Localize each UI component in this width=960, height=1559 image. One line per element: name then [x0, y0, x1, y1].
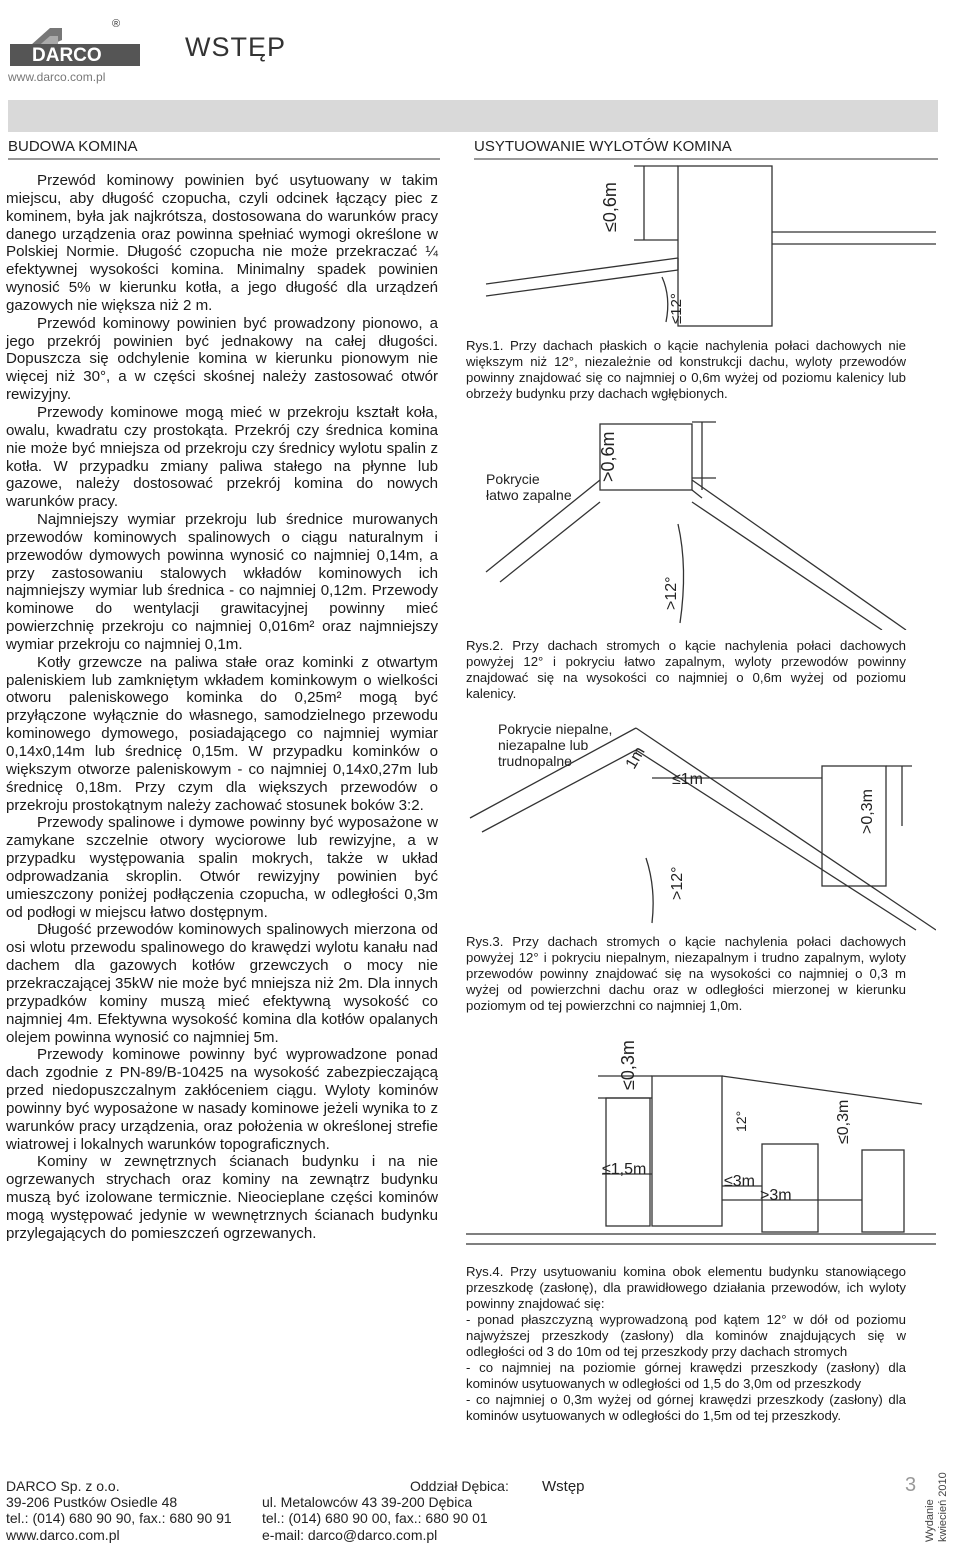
dim-top-label: >0,3m	[859, 789, 876, 834]
heading-usytuowanie: USYTUOWANIE WYLOTÓW KOMINA	[474, 138, 732, 155]
header-bar	[8, 100, 938, 132]
caption-rys3: Rys.3. Przy dachach stromych o kącie nachylenia połaci dachowych powyżej 12° i pokryciu niepalnym, niezapalnym i trudno zapalnym, wyloty przewodów powinny znajdować się na wysokości co najmniej o 0,3 m wyżej od powierzchni dachu oraz w odległości mierzonej w kierunku poziomym od tej powierzchni co najmniej 1,0m.	[466, 934, 906, 1013]
angle-label: 12°	[733, 1110, 749, 1132]
dim-e-label: >3m	[760, 1187, 792, 1204]
figure-2-steep-combustible	[466, 418, 936, 630]
paragraph: Kotły grzewcze na paliwa stałe oraz kominki z otwartym paleniskiem lub zamkniętym wkładem kominkowym o wielkości otworu paleniskowego kominka do 0,25m² mogą być przyłączone wyłącznie do własnego, samodzielnego przewodu kominowego dymowego, posiadającego co najmniej wymiar 0,14x0,14m lub średnicę 0,15m. W przypadku kominków o większym otworze paleniskowym - co najmniej 0,14x0,27m lub średnicę 0,18m. Przy czym dla większych przewodów o przekroju prostokątnym należy zachować stosunek boków 3:2.	[6, 653, 438, 814]
figure-1-flat-roof	[466, 162, 936, 332]
divider-left	[8, 158, 440, 160]
dim-slope-label: 1m	[622, 744, 649, 772]
dim-horiz-label: ≤1m	[672, 771, 704, 788]
label-line1: Pokrycie niepalne,	[498, 721, 613, 737]
page-title: WSTĘP	[185, 32, 287, 62]
page-number: 3	[905, 1474, 917, 1496]
paragraph: Przewody kominowe mogą mieć w przekroju kształt koła, owalu, kwadratu czy prostokąta. Przekrój czy średnica komina nie może być mniejsza od przekroju czy średnicy wylotu spalin z kotła. W przypadku zmiany paliwa stałego na płynne lub gazowe, należy dostosować przekrój komina do nowych warunków pracy.	[6, 403, 438, 511]
branch-address: ul. Metalowców 43 39-200 Dębica	[262, 1494, 473, 1511]
registered-mark: ®	[112, 18, 121, 30]
angle-label: >12°	[663, 576, 680, 610]
figure-3-steep-noncombustible	[466, 718, 936, 933]
footer-branch	[262, 1478, 509, 1543]
angle-label: >12°	[669, 866, 686, 900]
label-line3: trudnopalne	[498, 753, 572, 769]
dim-d-label: ≤3m	[724, 1173, 756, 1190]
angle-label: ≤12°	[668, 293, 685, 324]
label-line1: Pokrycie	[486, 471, 540, 487]
footer-section: Wstęp	[542, 1478, 585, 1495]
logo-url[interactable]: www.darco.com.pl	[8, 70, 106, 84]
caption-rys1: Rys.1. Przy dachach płaskich o kącie nachylenia połaci dachowych nie większym niż 12°, niezależnie od konstrukcji dachu, wyloty przewodów powinny znajdować się co najmniej o 0,6m wyżej od poziomu kalenicy lub obrzeży budynku przy dachach wgłębionych.	[466, 338, 906, 401]
label-line2: łatwo zapalne	[486, 487, 572, 503]
body-text	[6, 172, 438, 1243]
company-www[interactable]: www.darco.com.pl	[6, 1526, 120, 1543]
divider-right	[474, 158, 938, 160]
dim-a-label: ≤0,3m	[618, 1040, 638, 1090]
branch-name: Oddział Dębica:	[410, 1478, 509, 1494]
caption-rys4: Rys.4. Przy usytuowaniu komina obok elementu budynku stanowiącego przeszkodę (zasłonę), dla prawidłowego działania przewodów, ich wyloty powinny znajdować się: - ponad płaszczyzną wyprowadzoną pod kątem 12° w dół od poziomu najwyższej przeszkody (zasłony) dla kominów znajdujących się w odległości od 3 do 10m od tej przeszkody przy dachach stromych - co najmniej na poziomie górnej krawędzi przeszkody (zasłony) dla kominów usytuowanych w odległości od 1,5 do 3,0m od przeszkody - co najmniej o 0,3m wyżej od górnej krawędzi przeszkody (zasłony) dla kominów usytuowanych w odległości do 1,5m od tej przeszkody.	[466, 1264, 906, 1423]
label-line2: niezapalne lub	[498, 737, 589, 753]
dim-top-label: ≤0,6m	[600, 182, 620, 232]
paragraph: Przewody spalinowe i dymowe powinny być wyposażone w zamykane szczelnie otwory wyciorowe lub rewizyjne, a w przypadku występowania spalin mokrych, także w układ odprowadzania skroplin. Otwór rewizyjny powinien być umieszczony poniżej podłączenia czopucha, w odległości 0,3m od podłogi w miejscu łatwo dostępnym.	[6, 814, 438, 921]
edition-info: Wydanie kwiecień 2010	[924, 1472, 949, 1542]
company-phone: tel.: (014) 680 90 90, fax.: 680 90 91	[6, 1510, 232, 1527]
dim-c-label: ≤1,5m	[602, 1161, 647, 1178]
dim-b-label: ≤0,3m	[835, 1099, 852, 1144]
paragraph: Długość przewodów kominowych spalinowych mierzona od osi wlotu przewodu spalinowego do krawędzi wylotu kanału nad dachem dla gazowych kotłów grzewczych o mocy nie przekraczającej 35kW nie może być mniejsza niż 2m. Dla innych przypadków kominy muszą mieć efektywną wysokość co najmniej 4m. Efektywna wysokość komina dla kotłów opalanych olejem powinna wynosić co najmniej 5m.	[6, 921, 439, 1046]
figure-4-obstruction	[466, 1026, 936, 1258]
branch-email[interactable]: e-mail: darco@darco.com.pl	[262, 1526, 438, 1543]
paragraph: Kominy w zewnętrznych ścianach budynku i na nie ogrzewanych strychach oraz kominy na zewnątrz budynku muszą być izolowane termicznie. Nieocieplane części kominów mogą występować jedynie w wewnętrznych ścianach budynku przylegających do pomieszczeń ogrzewanych.	[6, 1153, 438, 1242]
branch-phone: tel.: (014) 680 90 00, fax.: 680 90 01	[262, 1510, 488, 1527]
logo-text: DARCO	[32, 45, 102, 66]
paragraph: Najmniejszy wymiar przekroju lub średnice murowanych przewodów kominowych spalinowych o ciągu naturalnym i przewodów dymowych powinna wynosić co najmniej 0,14m, a przy zastosowaniu stalowych wkładów kominowych ich najmniejszy wymiar lub średnica - co najmniej 0,12m. Przewody kominowe do wentylacji grawitacyjnej powinny mieć powierzchnię przekroju co najmniej 0,016m² oraz najmniejszy wymiar przekroju co najmniej 0,1m.	[6, 511, 438, 653]
dim-top-label: >0,6m	[598, 431, 618, 482]
heading-budowa-komina: BUDOWA KOMINA	[8, 138, 138, 155]
paragraph: Przewód kominowy powinien być usytuowany w takim miejscu, aby długość czopucha, czyli odcinek łączący piec z kominem, była jak najkrótsza, dostosowana do warunków pracy danego urządzenia oraz powinna spełniać wymogi określone w Polskiej Normie. Długość czopucha nie może przekraczać ¼ efektywnej wysokości komina. Minimalny spadek powinien wynosić 5% w kierunku kotła, a jego długość dla urządzeń gazowych nie większa niż 2 m.	[6, 172, 438, 314]
caption-rys2: Rys.2. Przy dachach stromych o kącie nachylenia połaci dachowych powyżej 12° i pokryciu łatwo zapalnym, wyloty przewodów powinny znajdować się na wysokości co najmniej o 0,6m wyżej od poziomu kalenicy.	[466, 638, 906, 701]
paragraph: Przewody kominowe powinny być wyprowadzone ponad dach zgodnie z PN-89/B-10425 na wysokość zabezpieczającą przed niedopuszczalnym zakłóceniem ciągu. Wyloty kominów powinny być wyposażone w nasady kominowe jeżeli wynika to z warunków pracy urządzenia, oraz położenia w określonej strefie wiatrowej i lokalnych warunków topograficznych.	[6, 1046, 438, 1153]
company-name: DARCO Sp. z o.o.	[6, 1478, 120, 1494]
company-address: 39-206 Pustków Osiedle 48	[6, 1494, 178, 1511]
paragraph: Przewód kominowy powinien być prowadzony pionowo, a jego przekrój powinien być jednakowy na całej długości. Dopuszcza się odchylenie komina w kierunku pionowym nie więcej niż 30°, a w części skośnej należy zastosować otwór rewizyjny.	[6, 314, 438, 404]
footer-company	[6, 1478, 232, 1543]
